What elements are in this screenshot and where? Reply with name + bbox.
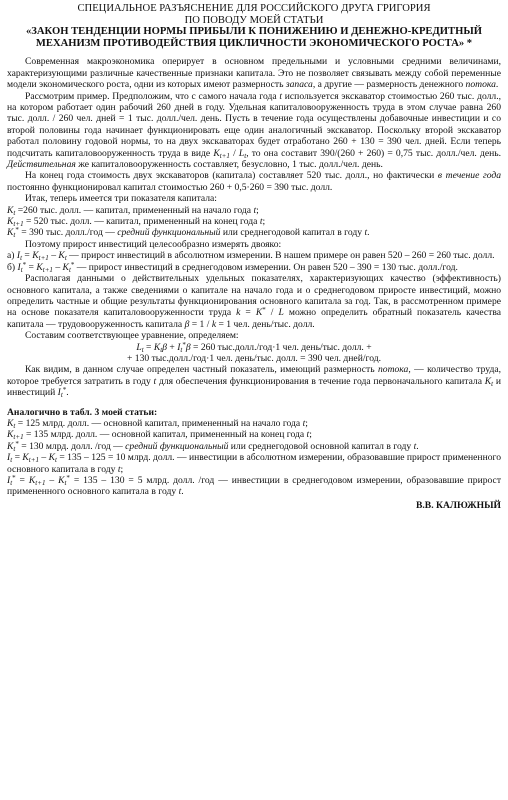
text: . (181, 486, 184, 498)
math-var: K (58, 250, 65, 262)
math-var: I (177, 341, 181, 353)
paragraph-equation-intro: Составим соответствующее уравнение, определяем: (25, 330, 239, 342)
text: Рассмотрим пример. Предположим, что с самого начала года (25, 90, 280, 102)
text: ; (309, 429, 312, 441)
math-sub: t+1 (13, 220, 24, 229)
math-var: t (259, 216, 263, 228)
text: . (416, 440, 419, 452)
text: – (38, 452, 49, 464)
math-sub: t (244, 151, 247, 160)
math-var: K (153, 341, 161, 353)
math-sub: t (64, 479, 67, 487)
math-sup: * (66, 474, 70, 482)
math-var: K (36, 261, 43, 273)
paragraph-conclusion (7, 364, 501, 398)
author-signature: В.В. КАЛЮЖНЫЙ (416, 499, 501, 511)
math-sub: t+1 (38, 254, 49, 263)
text: = 130 млрд. долл. /год — (18, 440, 126, 452)
text: = (26, 261, 37, 273)
math-var: K (255, 307, 263, 319)
math-sub: t (10, 456, 13, 465)
section-heading-table-3: Аналогично в табл. 3 моей статьи: (7, 406, 158, 418)
text: На конец года стоимость двух экскаваторов (капитала) составляет 520 тыс. долл., но фактически (25, 170, 438, 182)
math-var: K (7, 227, 14, 239)
math-var: K (7, 417, 14, 429)
math-sup: * (15, 439, 19, 448)
paragraph-quality (7, 273, 501, 330)
text: . (495, 79, 499, 91)
math-sup: * (62, 386, 67, 395)
list-label: б) (7, 261, 18, 273)
math-sub: t+1 (35, 479, 46, 487)
math-sub: t (60, 391, 63, 400)
math-var: t (253, 204, 257, 216)
math-var: t (364, 227, 368, 239)
text: , — количество труда, которое требуется затратить в году (7, 364, 501, 387)
math-sup: * (70, 260, 75, 269)
math-sub: t (13, 421, 16, 430)
equation-line-1 (7, 342, 501, 353)
math-var: L (278, 307, 284, 319)
text: , а другие — размерность денежного (312, 79, 466, 91)
math-var: t (413, 440, 417, 452)
math-sub: t (180, 345, 183, 354)
text: = 135 – 130 = 5 млрд. долл. /год — инвестиции в среднегодовом измерении, образовавшие прирост примененного основного капитала в году (7, 475, 502, 498)
text: или среднегодовой капитал в году (220, 227, 365, 239)
math-sub: t (491, 379, 494, 388)
title-line-2: ПО ПОВОДУ МОЕЙ СТАТЬИ (184, 14, 324, 26)
text: Располагая данными о действительных удельных показателях, характеризующих качество (эффективность) основного капитала, а также сведениями о капитале на начало года и о среднегодовом приросте инвестиций, можно определить частные и общие результаты функционирования основного капитала за год. Так, в рассмотренном примере на основе показателя капиталовооруженности труда (7, 273, 501, 319)
math-sub: t+1 (13, 433, 24, 442)
math-var: K (484, 375, 492, 387)
math-sub: t+1 (28, 456, 39, 465)
math-var: K (7, 204, 14, 216)
definition-k-start (7, 205, 501, 216)
text: = 1 / (189, 318, 212, 330)
math-sup: * (22, 260, 27, 269)
math-sub: t (20, 254, 23, 263)
emphasis: средний функциональный (117, 227, 221, 239)
math-var: L (238, 147, 245, 159)
text: — прирост инвестиций в абсолютном измерении. В нашем примере он равен 520 – 260 = 260 тыс. долл. (66, 250, 495, 262)
text: = 260 тыс.долл./год·1 чел. день/тыс. долл. + (190, 341, 372, 353)
table3-investment-absolute (7, 452, 501, 475)
emphasis: Действительная (7, 159, 76, 171)
math-sub: t (20, 265, 23, 274)
text: + (167, 341, 178, 353)
math-var: K (7, 216, 14, 228)
math-var: I (16, 250, 21, 262)
math-var: L (136, 341, 142, 353)
text: для обеспечения функционирования в течение года первоначального капитала (156, 375, 485, 387)
definition-k-average (7, 227, 501, 238)
math-sub: t (10, 479, 13, 487)
text: / (229, 147, 239, 159)
text: = 125 млрд. долл. — основной капитал, примененный на начало года (15, 417, 303, 429)
table3-k-start (7, 418, 501, 429)
emphasis: в течение года (437, 170, 502, 182)
math-sup: * (182, 340, 186, 349)
math-var: t (306, 429, 310, 441)
emphasis: потока (465, 79, 496, 91)
text: = (12, 452, 23, 464)
math-sub: t (13, 208, 16, 217)
text: , то она составит 390/(260 + 260) = 0,75 тыс. долл./чел. день. (246, 147, 501, 159)
text: можно определить обратный показатель качества капитала — трудовооруженность капитала (7, 307, 501, 330)
math-sup: * (262, 306, 266, 315)
text: постоянно функционировал капитал стоимостью 260 + 0,5·260 = 390 тыс. долл. (7, 181, 333, 193)
emphasis: запаса (285, 79, 313, 91)
math-var: t (117, 463, 121, 475)
math-var: k (236, 307, 241, 319)
text: — прирост инвестиций в среднегодовом измерении. Он равен 520 – 390 = 130 тыс. долл./год. (74, 261, 458, 273)
paragraph-three-indicators: Итак, теперь имеется три показателя капитала: (25, 193, 217, 205)
text: = 135 – 125 = 10 млрд. долл. — инвестиции в абсолютном измерении, образовавшие прирост примененного основного капитала в году (7, 452, 501, 475)
text: ; (256, 204, 259, 216)
paragraph-measure-twofold: Поэтому прирост инвестиций целесообразно измерять двояко: (25, 238, 282, 250)
math-sub: t+1 (42, 265, 53, 274)
math-var: k (211, 318, 217, 330)
text: = (15, 475, 29, 486)
text: . (367, 227, 370, 239)
text: ; (305, 417, 308, 429)
title-line-1: СПЕЦИАЛЬНОЕ РАЗЪЯСНЕНИЕ ДЛЯ РОССИЙСКОГО ДРУГА ГРИГОРИЯ (77, 3, 431, 14)
paragraph-example (7, 91, 501, 171)
math-var: t (153, 375, 157, 387)
math-var: I (7, 475, 11, 486)
math-var: K (22, 452, 29, 464)
emphasis: потока (377, 364, 409, 376)
math-var: K (7, 440, 14, 452)
math-sub: t (55, 456, 57, 465)
text: же капиталовооруженность составляет, безусловно, 1 тыс. долл./чел. день. (75, 159, 383, 171)
math-var: K (28, 475, 36, 486)
list-label: а) (7, 250, 17, 262)
text: = 1 чел. день/тыс. долл. (216, 318, 315, 330)
math-sup: * (12, 474, 16, 482)
math-var: K (48, 452, 55, 464)
math-sub: t (13, 444, 16, 453)
title-line-3: «ЗАКОН ТЕНДЕНЦИИ НОРМЫ ПРИБЫЛИ К ПОНИЖЕНИЮ И ДЕНЕЖНО-КРЕДИТНЫЙ МЕХАНИЗМ ПРОТИВОДЕЙСТВИЯ ЦИКЛИЧНОСТИ ЭКОНОМИЧЕСКОГО РОСТА» * (26, 26, 482, 49)
text: – (48, 250, 59, 262)
text: . (66, 387, 69, 399)
text: используется экскаватор стоимостью 260 тыс. долл., на котором работает один рабочий 260 дней в году. Удельная капиталовооруженность труда в этом случае равна 260 тыс. долл. / 260 чел. дней = 1 тыс. долл./чел. день. Пусть в течение года осуществлены добавочные инвестиции и со второй половины года начинает функционировать еще один аналогичный экскаватор. Поскольку второй экскаватор работал половину годовой нормы, то на двух экскаваторах будет отработано 260 + 130 = 390 чел. дней. Если теперь подсчитать капиталовооруженность труда в виде (7, 90, 501, 159)
math-var: t (279, 90, 283, 102)
math-var: K (58, 475, 65, 486)
text: = 135 млрд. долл. — основной капитал, примененный на конец года (23, 429, 307, 441)
math-sup: * (15, 226, 19, 235)
math-sub: t (64, 254, 67, 263)
item-a (7, 250, 501, 261)
emphasis: средний функциональный (125, 440, 229, 452)
math-var: β (185, 341, 191, 353)
article-title (7, 3, 501, 49)
text: Как видим, в данном случае определен частный показатель, имеющий размерность (25, 364, 378, 376)
math-var: K (32, 250, 39, 262)
definition-k-end (7, 216, 501, 227)
text: = (240, 307, 256, 319)
math-var: I (7, 452, 11, 464)
math-sub: t (160, 345, 163, 354)
math-var: K (7, 429, 14, 441)
text: – (52, 261, 63, 273)
math-var: K (213, 147, 220, 159)
table3-k-end (7, 429, 501, 440)
item-b (7, 262, 501, 273)
text: = 390 тыс. долл./год — (18, 227, 118, 239)
text: Современная макроэкономика оперирует в основном предельными и условными средними величинами, характеризующими различные качественные признаки капитала. Это не позволяет связывать между собой переменные модели экономического роста, одни из которых имеют размерность (7, 56, 501, 91)
equation-line-2: + 130 тыс.долл./год·1 чел. день/тыс. долл. = 390 чел. дней/год. (126, 352, 381, 364)
math-var: I (57, 387, 61, 399)
math-sub: t (68, 265, 71, 274)
math-var: t (302, 417, 306, 429)
math-var: β (162, 341, 167, 353)
text: ; (120, 463, 124, 475)
math-sub: t (13, 231, 16, 240)
math-sub: t (141, 345, 144, 354)
paragraph-year-end (7, 170, 501, 193)
text: =260 тыс. долл. — капитал, примененный на начало года (15, 204, 254, 216)
math-var: I (17, 261, 21, 273)
text: – (45, 475, 59, 486)
paragraph-intro (7, 56, 501, 90)
math-var: β (184, 318, 190, 330)
text: ; (262, 216, 266, 228)
text: = (143, 341, 154, 353)
table3-investment-average (7, 475, 501, 498)
math-sub: t+1 (219, 151, 230, 160)
math-var: t (178, 486, 182, 498)
text: или среднегодовой основной капитал в году (228, 440, 414, 452)
text: = (22, 250, 33, 262)
text: = 520 тыс. долл. — капитал, примененный на конец года (23, 216, 260, 228)
math-var: K (62, 261, 69, 273)
text: и инвестиций (7, 375, 501, 399)
table3-k-average (7, 441, 501, 452)
text: / (265, 307, 279, 319)
